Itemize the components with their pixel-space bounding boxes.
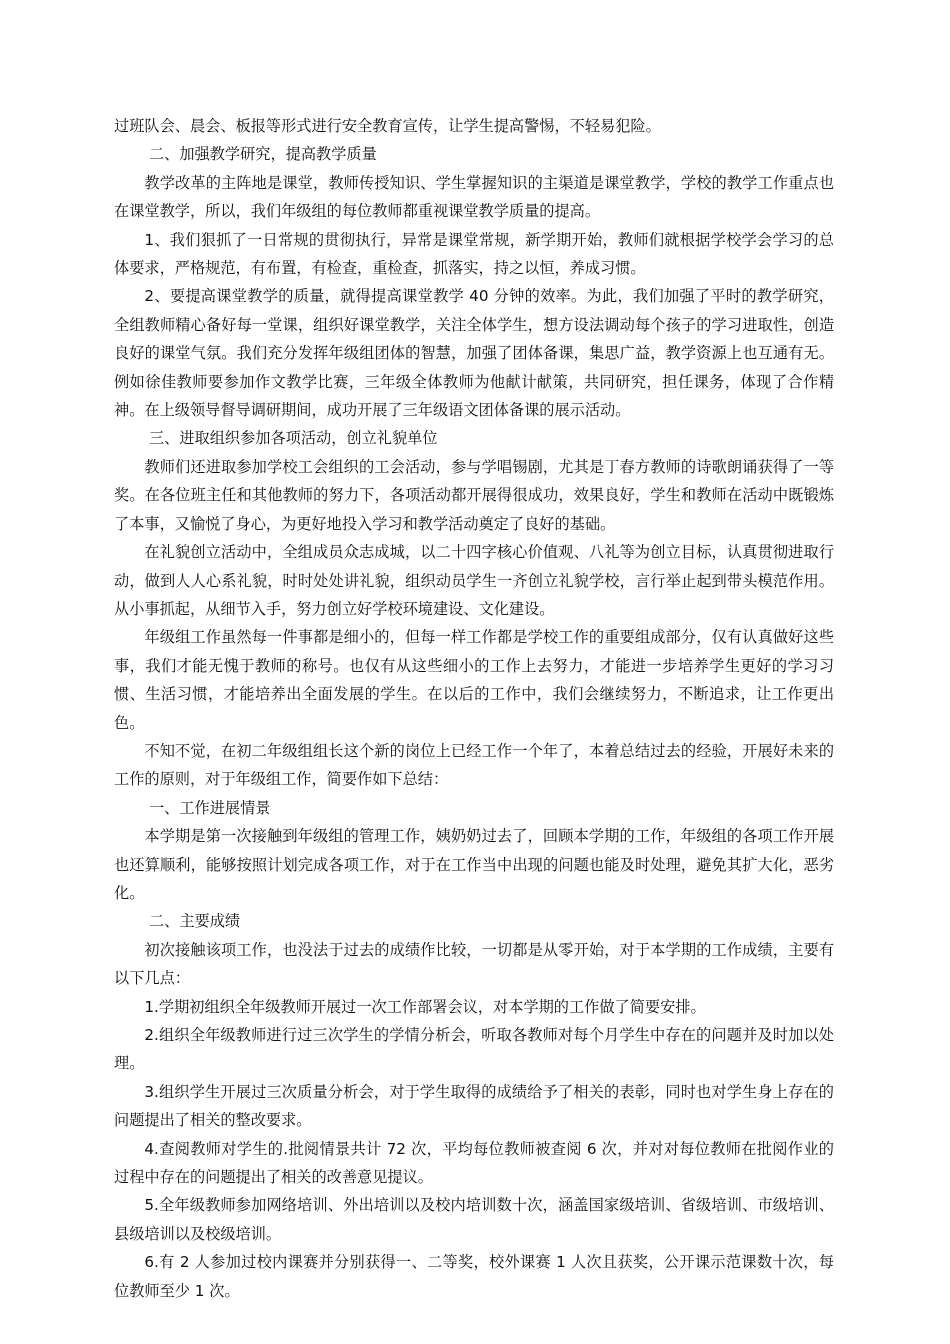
- paragraph-classroom-teaching: 教学改革的主阵地是课堂，教师传授知识、学生掌握知识的主渠道是课堂教学，学校的教学工作重点也在课堂教学，所以，我们年级组的每位教师都重视课堂教学质量的提高。: [114, 173, 834, 221]
- paragraph-courtesy-campaign: 在礼貌创立活动中，全组成员众志成城，以二十四字核心价值观、八礼等为创立目标，认真贯彻进取行动，做到人人心系礼貌，时时处处讲礼貌，组织动员学生一齐创立礼貌学校，言行举止起到带头模范作用。从小事抓起，从细节入手，努力创立好学校环境建设、文化建设。: [114, 543, 834, 618]
- paragraph-40-minutes-efficiency: 2、要提高课堂教学的质量，就得提高课堂教学 40 分钟的效率。为此，我们加强了平时的教学研究，全组教师精心备好每一堂课，组织好课堂教学，关注全体学生，想方设法调动每个孩子的学习进取性，创造良好的课堂气氛。我们充分发挥年级组团体的智慧，加强了团体备课，集思广益，教学资源上也互通有无。例如徐佳教师要参加作文教学比赛，三年级全体教师为他献计献策，共同研究，担任课务，体现了合作精神。在上级领导督导调研期间，成功开展了三年级语文团体备课的展示活动。: [114, 287, 834, 420]
- list-item-1: 1.学期初组织全年级教师开展过一次工作部署会议，对本学期的工作做了简要安排。: [144, 997, 706, 1016]
- paragraph-grade-leader-intro: 不知不觉，在初二年级组组长这个新的岗位上已经工作一个年了，本着总结过去的经验，开展好未来的工作的原则，对于年级组工作，简要作如下总结：: [114, 741, 834, 789]
- list-item-6: 6.有 2 人参加过校内课赛并分别获得一、二等奖，校外课赛 1 人次且获奖，公开课示范课数十次，每位教师至少 1 次。: [114, 1253, 834, 1300]
- document-page: [114, 112, 834, 1305]
- heading-activities: 三、进取组织参加各项活动，创立礼貌单位: [148, 429, 438, 448]
- paragraph-first-semester: 本学期是第一次接触到年级组的管理工作，姨奶奶过去了，回顾本学期的工作，年级组的各项工作开展也还算顺利，能够按照计划完成各项工作，对于在工作当中出现的问题也能及时处理，避免其扩大化，恶劣化。: [114, 827, 834, 902]
- paragraph-small-tasks: 年级组工作虽然每一件事都是细小的，但每一样工作都是学校工作的重要组成部分，仅有认真做好这些事，我们才能无愧于教师的称号。也仅有从这些细小的工作上去努力，才能进一步培养学生更好的学习习惯、生活习惯，才能培养出全面发展的学生。在以后的工作中，我们会继续努力，不断追求，让工作更出色。: [114, 628, 834, 732]
- paragraph-union-activities: 教师们还进取参加学校工会组织的工会活动，参与学唱锡剧，尤其是丁春方教师的诗歌朗诵获得了一等奖。在各位班主任和其他教师的努力下，各项活动都开展得很成功，效果良好，学生和教师在活动中既锻炼了本事，又愉悦了身心，为更好地投入学习和教学活动奠定了良好的基础。: [114, 457, 834, 533]
- paragraph-safety-education-continued: 过班队会、晨会、板报等形式进行安全教育宣传，让学生提高警惕，不轻易犯险。: [114, 117, 661, 135]
- heading-teaching-research: 二、加强教学研究，提高教学质量: [148, 145, 377, 164]
- paragraph-achievements-intro: 初次接触该项工作，也没法于过去的成绩作比较，一切都是从零开始，对于本学期的工作成绩，主要有以下几点：: [114, 940, 834, 988]
- list-item-3: 3.组织学生开展过三次质量分析会，对于学生取得的成绩给予了相关的表彰，同时也对学生身上存在的问题提出了相关的整改要求。: [114, 1082, 834, 1130]
- heading-work-progress: 一、工作进展情景: [148, 798, 271, 817]
- list-item-4: 4.查阅教师对学生的.批阅情景共计 72 次，平均每位教师被查阅 6 次，并对对每位教师在批阅作业的过程中存在的问题提出了相关的改善意见提议。: [114, 1139, 834, 1187]
- list-item-2: 2.组织全年级教师进行过三次学生的学情分析会，听取各教师对每个月学生中存在的问题并及时加以处理。: [114, 1026, 834, 1073]
- heading-main-achievements: 二、主要成绩: [148, 912, 241, 931]
- list-item-5: 5.全年级教师参加网络培训、外出培训以及校内培训数十次，涵盖国家级培训、省级培训、市级培训、县级培训以及校级培训。: [114, 1196, 834, 1243]
- paragraph-daily-routine: 1、我们狠抓了一日常规的贯彻执行，异常是课堂常规，新学期开始，教师们就根据学校学会学习的总体要求，严格规范，有布置，有检查，重检查，抓落实，持之以恒，养成习惯。: [114, 230, 834, 278]
